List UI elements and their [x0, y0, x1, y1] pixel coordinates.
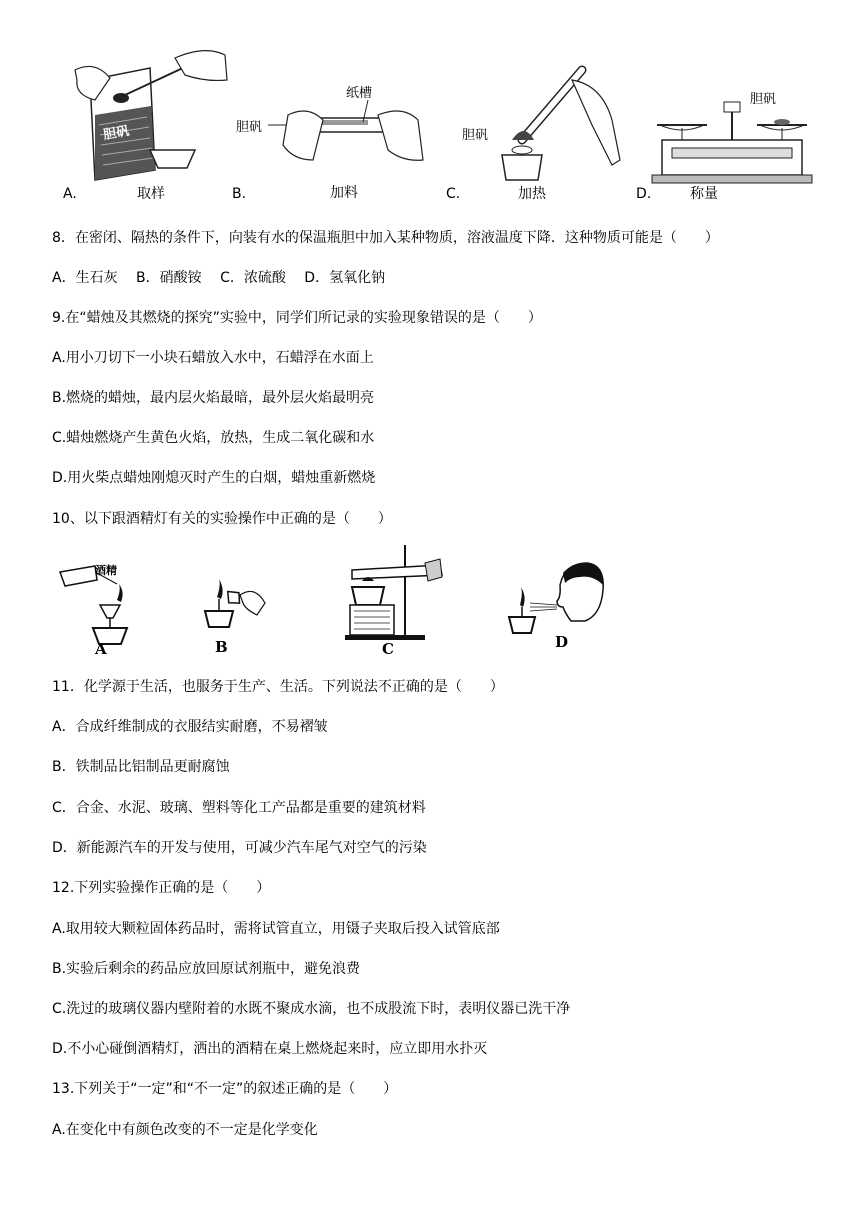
q10-panel-d	[505, 555, 615, 655]
figure-panel-a	[55, 40, 235, 205]
panel-b-paper-trough-label: 纸槽	[346, 86, 373, 101]
q12-option-b: B.实验后剩余的药品应放回原试剂瓶中，避免浪费	[52, 961, 361, 977]
q9-option-d: D.用火柴点蜡烛刚熄灭时产生的白烟，蜡烛重新燃烧	[52, 470, 376, 486]
panel-b-letter: B.	[232, 186, 247, 202]
balance-illustration	[632, 80, 832, 205]
q11-stem: 11．化学源于生活，也服务于生产、生活。下列说法不正确的是（ ）	[52, 679, 504, 695]
q12-option-a: A.取用较大颗粒固体药品时，需将试管直立，用镊子夹取后投入试管底部	[52, 921, 500, 937]
panel-a-caption: 取样	[137, 186, 165, 202]
panel-b-reagent-label: 胆矾	[236, 120, 263, 135]
q11-option-c: C．合金、水泥、玻璃、塑料等化工产品都是重要的建筑材料	[52, 800, 426, 816]
panel-a-reagent-label: 胆矾	[102, 123, 131, 144]
q11-option-a: A．合成纤维制成的衣服结实耐磨，不易褶皱	[52, 719, 328, 735]
heating-test-tube-illustration	[340, 545, 450, 660]
panel-b-caption: 加料	[330, 185, 358, 201]
panel-c-caption: 加热	[518, 186, 546, 202]
q11-option-d: D．新能源汽车的开发与使用，可减少汽车尾气对空气的污染	[52, 840, 427, 856]
sampling-illustration	[55, 40, 235, 205]
panel-a-letter: A.	[63, 186, 77, 202]
q8-stem: 8．在密闭、隔热的条件下，向装有水的保温瓶胆中加入某种物质，溶液温度下降．这种物质可能是（ ）	[52, 230, 719, 246]
q8-options: A．生石灰 B．硝酸铵 C．浓硫酸 D．氢氧化钠	[52, 270, 386, 286]
q12-option-d: D.不小心碰倒酒精灯，洒出的酒精在桌上燃烧起来时，应立即用水扑灭	[52, 1041, 488, 1057]
heating-illustration	[442, 40, 632, 205]
q10-alcohol-label: 酒精	[95, 564, 117, 577]
q10-letter-d: D	[555, 633, 569, 651]
q10-panel-b	[195, 575, 285, 660]
figure-panel-c	[442, 40, 632, 205]
figure-panel-d	[632, 80, 832, 205]
q11-option-b: B．铁制品比铝制品更耐腐蚀	[52, 759, 230, 775]
panel-c-letter: C.	[446, 186, 461, 202]
q13-stem: 13.下列关于“一定”和“不一定”的叙述正确的是（ ）	[52, 1081, 398, 1097]
q12-stem: 12.下列实验操作正确的是（ ）	[52, 880, 271, 896]
q9-stem: 9.在“蜡烛及其燃烧的探究”实验中，同学们所记录的实验现象错误的是（ ）	[52, 310, 542, 326]
q10-panel-a	[55, 560, 145, 660]
q10-letter-b: B	[215, 638, 228, 656]
q10-letter-a: A	[95, 640, 107, 658]
q9-option-a: A.用小刀切下一小块石蜡放入水中，石蜡浮在水面上	[52, 350, 374, 366]
figure-panel-b	[228, 60, 438, 205]
q13-option-a: A.在变化中有颜色改变的不一定是化学变化	[52, 1122, 318, 1138]
panel-d-caption: 称量	[690, 186, 718, 202]
q9-option-b: B.燃烧的蜡烛，最内层火焰最暗，最外层火焰最明亮	[52, 390, 375, 406]
q10-letter-c: C	[382, 640, 394, 658]
q10-panel-c	[340, 545, 450, 660]
q9-option-c: C.蜡烛燃烧产生黄色火焰，放热，生成二氧化碳和水	[52, 430, 375, 446]
panel-d-reagent-label: 胆矾	[750, 92, 777, 107]
lighting-from-lamp-illustration	[195, 575, 285, 660]
panel-c-reagent-label: 胆矾	[462, 128, 489, 143]
panel-d-letter: D.	[636, 186, 652, 202]
q10-stem: 10、以下跟酒精灯有关的实验操作中正确的是（ ）	[52, 511, 392, 527]
q12-option-c: C.洗过的玻璃仪器内壁附着的水既不聚成水滴，也不成股流下时，表明仪器已洗干净	[52, 1001, 571, 1017]
